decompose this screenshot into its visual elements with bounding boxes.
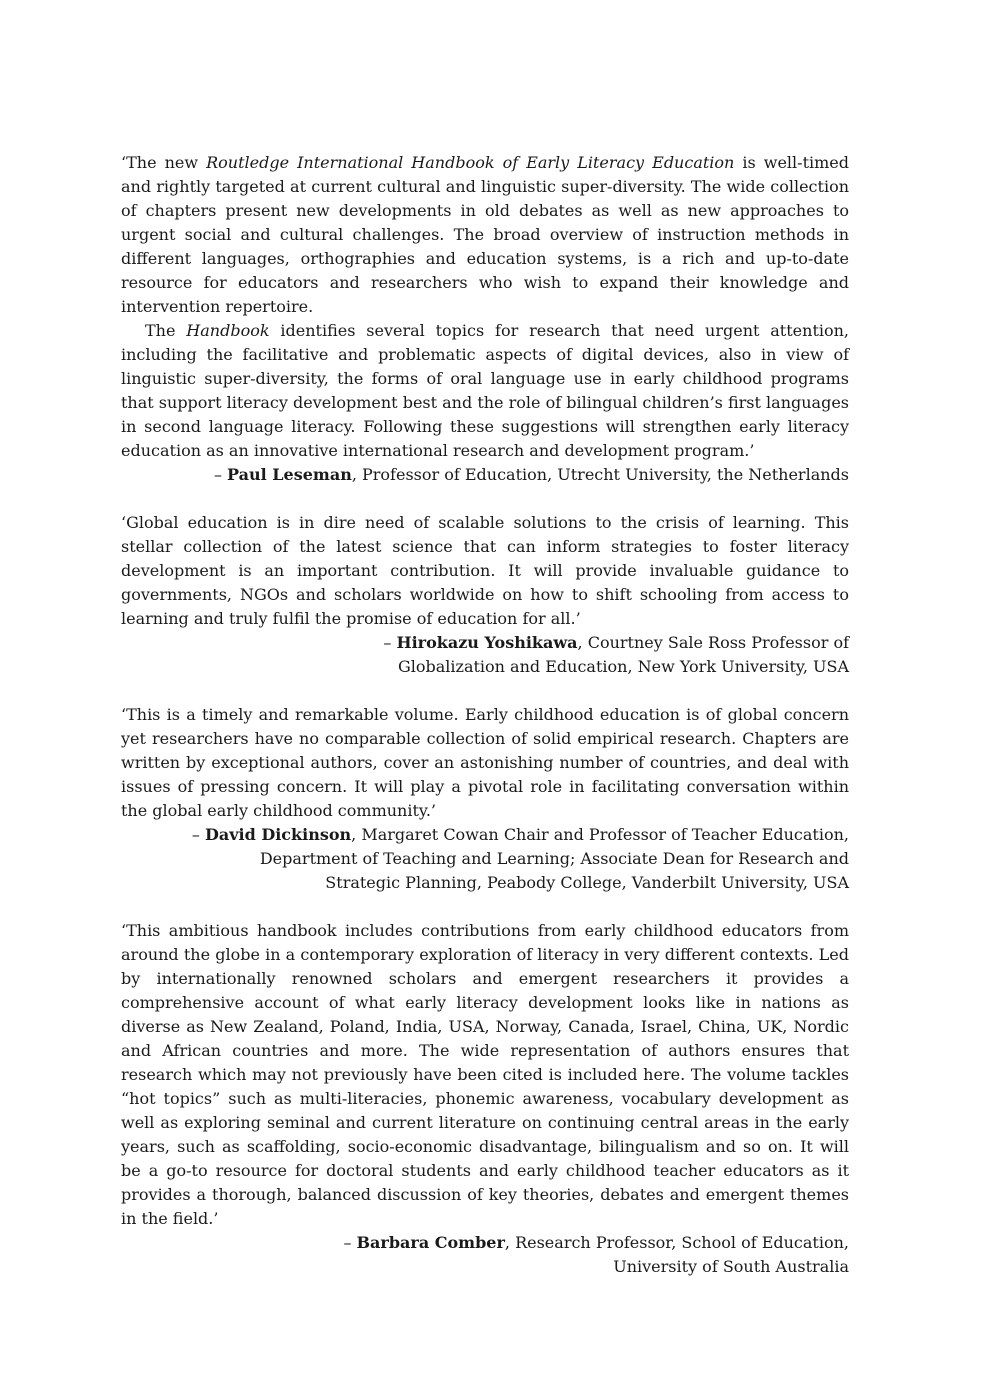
author-affiliation: , Research Professor, School of Education,: [504, 1233, 849, 1252]
attribution-line: Globalization and Education, New York University, USA: [397, 657, 849, 676]
author-affiliation: , Professor of Education, Utrecht University, the Netherlands: [351, 465, 849, 484]
book-title: Handbook: [186, 321, 270, 340]
attribution-line: University of South Australia: [613, 1257, 849, 1276]
author-affiliation: , Margaret Cowan Chair and Professor of Teacher Education,: [351, 825, 849, 844]
book-title: Routledge International Handbook of Early Literacy Education: [206, 153, 735, 172]
author-name: Paul Leseman: [227, 465, 352, 484]
testimonial: [121, 919, 849, 1279]
author-name: Barbara Comber: [356, 1233, 505, 1252]
endorsements-page: [121, 151, 849, 1303]
testimonial: [121, 151, 849, 487]
author-name: Hirokazu Yoshikawa: [396, 633, 578, 652]
attribution: – Hirokazu Yoshikawa, Courtney Sale Ross Professor of: [383, 633, 849, 652]
quote-paragraph: ‘This ambitious handbook includes contributions from early childhood educators from around the globe in a contemporary exploration of literacy in very different contexts. Led by internationally renowned scholars and emergent researchers it provides a comprehensive account of what early literacy development looks like in nations as diverse as New Zealand, Poland, India, USA, Norway, Canada, Israel, China, UK, Nordic and African countries and more. The wide representation of authors ensures that research which may not previously have been cited is included here. The volume tackles “hot topics” such as multi-literacies, phonemic awareness, vocabulary development as well as exploring seminal and current literature on continuing central areas in the early years, such as scaffolding, socio-economic disadvantage, bilingualism and so on. It will be a go-to resource for doctoral students and early childhood teacher educators as it provides a thorough, balanced discussion of key theories, debates and emergent themes in the field.’: [121, 921, 849, 1228]
quote-paragraph: ‘Global education is in dire need of scalable solutions to the crisis of learning. This stellar collection of the latest science that can inform strategies to foster literacy development is an important contribution. It will provide invaluable guidance to governments, NGOs and scholars worldwide on how to shift schooling from access to learning and truly fulfil the promise of education for all.’: [121, 513, 849, 628]
attribution-line: Department of Teaching and Learning; Associate Dean for Research and: [259, 849, 849, 868]
quote-paragraph: ‘This is a timely and remarkable volume. Early childhood education is of global concern yet researchers have no comparable collection of solid empirical research. Chapters are written by exceptional authors, cover an astonishing number of countries, and deal with issues of pressing concern. It will play a pivotal role in facilitating conversation within the global early childhood community.’: [121, 705, 849, 820]
attribution: – David Dickinson, Margaret Cowan Chair and Professor of Teacher Education,: [191, 825, 849, 844]
testimonial: [121, 511, 849, 679]
attribution: – Barbara Comber, Research Professor, School of Education,: [343, 1233, 849, 1252]
quote-paragraph: The Handbook identifies several topics for research that need urgent attention, including the facilitative and problematic aspects of digital devices, also in view of linguistic super-diversity, the forms of oral language use in early childhood programs that support literacy development best and the role of bilingual children’s first languages in second language literacy. Following these suggestions will strengthen early literacy education as an innovative international research and development program.’: [121, 321, 850, 460]
testimonial: [121, 703, 849, 895]
quote-paragraph: ‘The new Routledge International Handbook of Early Literacy Education is well-timed and rightly targeted at current cultural and linguistic super-diversity. The wide collection of chapters present new developments in old debates as well as new approaches to urgent social and cultural challenges. The broad overview of instruction methods in different languages, orthographies and education systems, is a rich and up-to-date resource for educators and researchers who wish to expand their knowledge and intervention repertoire.: [121, 153, 849, 316]
author-affiliation: , Courtney Sale Ross Professor of: [577, 633, 849, 652]
author-name: David Dickinson: [204, 825, 352, 844]
attribution: – Paul Leseman, Professor of Education, Utrecht University, the Netherlands: [213, 465, 849, 484]
attribution-line: Strategic Planning, Peabody College, Vanderbilt University, USA: [325, 873, 849, 892]
